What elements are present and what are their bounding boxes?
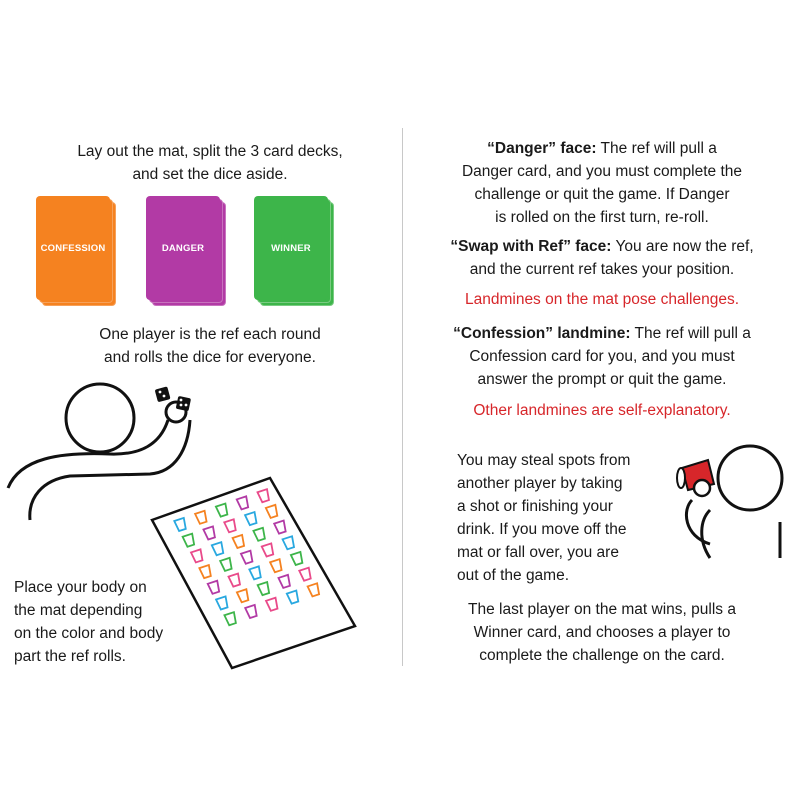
steal-text <box>457 449 687 587</box>
drinker-head-icon <box>718 446 782 510</box>
confession-landmine-rule <box>412 322 792 391</box>
win-text <box>412 598 792 667</box>
drinking-figure-illustration <box>670 440 795 560</box>
ref-line-2: and rolls the dice for everyone. <box>104 349 316 366</box>
confession-line-3: answer the prompt or quit the game. <box>477 371 727 388</box>
danger-line-3: challenge or quit the game. If Danger <box>474 186 730 203</box>
win-line-3: complete the challenge on the card. <box>479 647 725 664</box>
deck-danger <box>146 196 224 304</box>
landmines-note: Landmines on the mat pose challenges. <box>464 291 739 308</box>
steal-line-5: mat or fall over, you are <box>457 544 619 561</box>
danger-face-heading: “Danger” face: <box>487 140 597 157</box>
ref-head-icon <box>66 384 134 452</box>
win-line-2: Winner card, and chooses a player to <box>473 624 731 641</box>
other-landmines-note: Other landmines are self-explanatory. <box>473 402 731 419</box>
body-line-3: on the color and body <box>14 625 164 642</box>
swap-line-1: You are now the ref, <box>611 238 754 255</box>
steal-line-3: a shot or finishing your <box>457 498 613 515</box>
steal-line-6: out of the game. <box>457 567 570 584</box>
swap-face-rule <box>412 235 792 281</box>
danger-line-2: Danger card, and you must complete the <box>461 163 742 180</box>
deck-confession-label: CONFESSION <box>40 242 106 254</box>
intro-line-2: and set the dice aside. <box>132 166 288 183</box>
confession-landmine-heading: “Confession” landmine: <box>453 325 631 342</box>
dice-icon <box>155 386 191 411</box>
swap-line-2: and the current ref takes your position. <box>469 261 735 278</box>
drinker-body-outline <box>702 510 710 558</box>
ref-line-1: One player is the ref each round <box>99 326 321 343</box>
danger-line-4: is rolled on the first turn, re-roll. <box>495 209 709 226</box>
body-line-2: the mat depending <box>14 602 143 619</box>
deck-confession <box>36 196 114 304</box>
swap-face-heading: “Swap with Ref” face: <box>450 238 612 255</box>
column-divider <box>402 128 403 666</box>
deck-winner <box>254 196 332 304</box>
confession-line-1: The ref will pull a <box>630 325 751 342</box>
danger-face-rule <box>412 137 792 229</box>
steal-line-1: You may steal spots from <box>457 452 631 469</box>
confession-line-2: Confession card for you, and you must <box>469 348 735 365</box>
intro-line-1: Lay out the mat, split the 3 card decks, <box>77 143 343 160</box>
danger-line-1: The ref will pull a <box>596 140 717 157</box>
body-line-4: part the ref rolls. <box>14 648 126 665</box>
ref-body-outline <box>8 420 168 488</box>
win-line-1: The last player on the mat wins, pulls a <box>468 601 736 618</box>
deck-danger-label: DANGER <box>161 242 205 254</box>
intro-text <box>30 140 390 186</box>
ref-text <box>30 323 390 369</box>
body-text <box>14 576 214 668</box>
deck-winner-label: WINNER <box>271 242 311 254</box>
body-line-1: Place your body on <box>14 579 147 596</box>
steal-line-4: drink. If you move off the <box>457 521 627 538</box>
steal-line-2: another player by taking <box>457 475 623 492</box>
